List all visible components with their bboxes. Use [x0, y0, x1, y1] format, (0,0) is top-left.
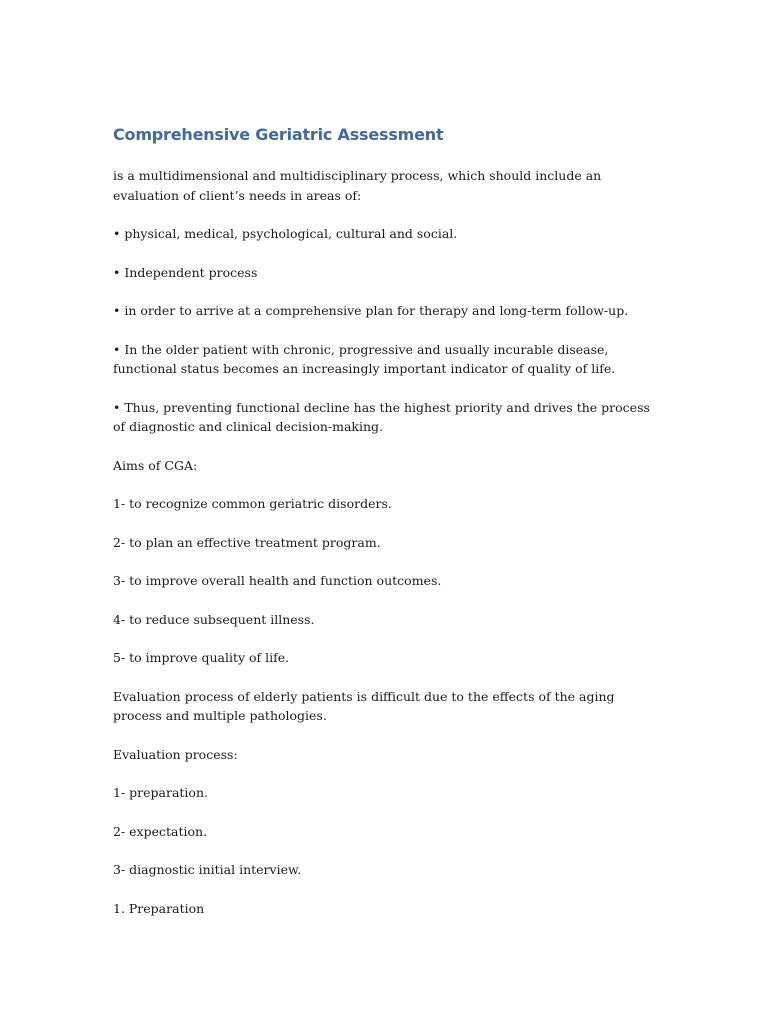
bullet-areas: • physical, medical, psychological, cultural and social. [113, 226, 458, 241]
aims-heading: Aims of CGA: [113, 457, 198, 473]
evaluation-step-1: 1- preparation. [113, 785, 208, 800]
bullet-functional-status: • In the older patient with chronic, progressive and usually incurable disease, functional status becomes an increasingly important indicator of quality of life. [113, 341, 616, 376]
evaluation-process-heading: Evaluation process: [113, 746, 238, 762]
aim-item-5: 5- to improve quality of life. [113, 650, 290, 665]
document-title: Comprehensive Geriatric Assessment [113, 125, 444, 144]
intro-paragraph: is a multidimensional and multidisciplinary process, which should include an evaluation of client’s needs in areas of: [113, 168, 602, 203]
evaluation-step-3: 3- diagnostic initial interview. [113, 862, 302, 877]
evaluation-step-2: 2- expectation. [113, 823, 208, 839]
evaluation-difficulty-paragraph: Evaluation process of elderly patients is difficult due to the effects of the aging process and multiple pathologies. [113, 688, 615, 723]
preparation-heading: 1. Preparation [113, 900, 205, 916]
aim-item-1: 1- to recognize common geriatric disorders. [113, 496, 392, 511]
aim-item-4: 4- to reduce subsequent illness. [113, 611, 315, 627]
aim-item-3: 3- to improve overall health and function outcomes. [113, 573, 442, 588]
bullet-functional-decline: • Thus, preventing functional decline has the highest priority and drives the process of diagnostic and clinical decision-making. [113, 399, 650, 434]
bullet-plan: • in order to arrive at a comprehensive plan for therapy and long-term follow-up. [113, 303, 629, 318]
bullet-independent: • Independent process [113, 264, 258, 280]
aim-item-2: 2- to plan an effective treatment program. [113, 534, 381, 550]
document-body [113, 124, 661, 937]
